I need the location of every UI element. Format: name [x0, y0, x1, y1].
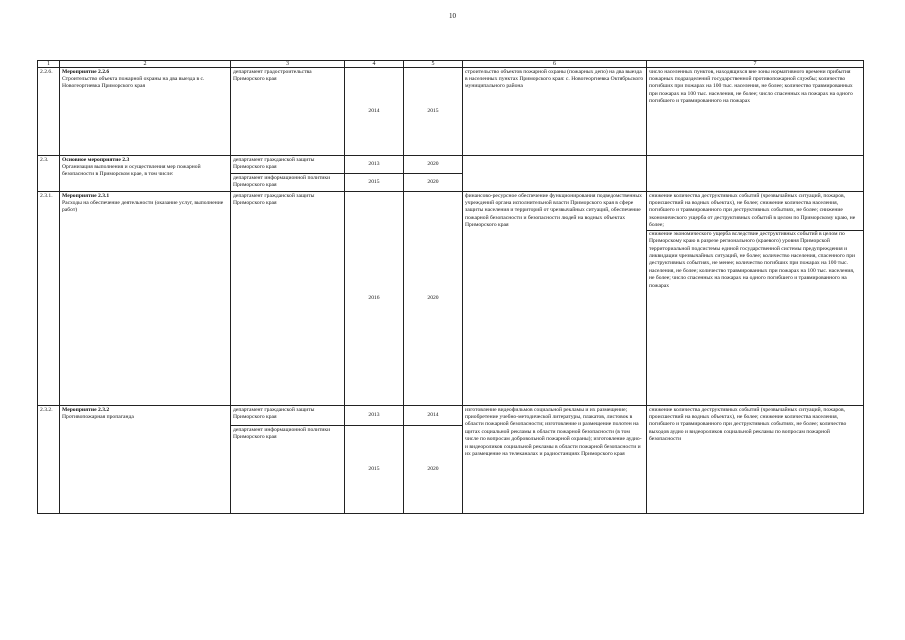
program-table — [37, 60, 864, 514]
col-header-3: 3 — [231, 61, 345, 68]
start-year: 2013 — [345, 406, 404, 426]
measure-title: Основное мероприятие 2.3 — [62, 156, 130, 163]
dept-cell: департамент информационной политики Приморского края — [231, 174, 345, 192]
row-number: 2.3.2. — [38, 406, 60, 514]
indicator-part-a: снижение количества деструктивных событий (чрезвычайных ситуаций, пожаров, происшествий на водных объектах), не более; снижение количества населения, погибшего и травмированного при деструктивных событиях, не более; снижение экономического ущерба от деструктивных событий в целом по Приморскому краю, не более; — [647, 193, 863, 231]
row-number: 2.3. — [38, 156, 60, 192]
measure-name: Расходы на обеспечение деятельности (оказание услуг, выполнение работ) — [62, 199, 224, 214]
header-row — [38, 61, 864, 68]
col-header-1: 1 — [38, 61, 60, 68]
row-number: 2.3.1. — [38, 192, 60, 406]
col-header-5: 5 — [404, 61, 463, 68]
indicator-cell — [647, 192, 864, 406]
measure-name: Строительство объекта пожарной охраны на два выезда в с. Новогеоргиевка Приморского края — [62, 75, 205, 90]
start-year: 2013 — [345, 156, 404, 174]
dept-cell: департамент гражданской защиты Приморского края — [231, 192, 345, 406]
indicator-cell — [647, 156, 864, 192]
end-year: 2020 — [404, 174, 463, 192]
measure-title: Мероприятие 2.3.1 — [62, 192, 110, 199]
measure-cell — [60, 156, 231, 192]
result-cell: строительство объектов пожарной охраны (пожарных депо) на два выезда в населенных пунктах Приморского края: с. Новогеоргиевка Октябрьского муниципального района — [463, 68, 647, 156]
measure-cell — [60, 68, 231, 156]
col-header-6: 6 — [463, 61, 647, 68]
end-year: 2014 — [404, 406, 463, 426]
measure-title: Мероприятие 2.2.6 — [62, 68, 110, 75]
start-year: 2015 — [345, 426, 404, 514]
dept-cell: департамент гражданской защиты Приморского края — [231, 156, 345, 174]
dept-cell: департамент градостроительства Приморского края — [231, 68, 345, 156]
end-year: 2020 — [404, 192, 463, 406]
table-row — [38, 406, 864, 426]
dept-cell: департамент гражданской защиты Приморского края — [231, 406, 345, 426]
dept-cell: департамент информационной политики Приморского края — [231, 426, 345, 514]
measure-name: Организация выполнения и осуществления мер пожарной безопасности в Приморском крае, в том числе: — [62, 163, 201, 178]
start-year: 2016 — [345, 192, 404, 406]
end-year: 2020 — [404, 156, 463, 174]
table-row — [38, 156, 864, 174]
end-year: 2020 — [404, 426, 463, 514]
result-cell — [463, 156, 647, 192]
indicator-cell: число населенных пунктов, находящихся вне зоны нормативного времени прибытия пожарных подразделений государственной противопожарной службы; количество погибших при пожарах на 100 тыс. населения, не более; количество травмированных при пожарах на 100 тыс. населения, не более; число спасенных на пожарах на одного погибшего и травмированного на пожарах — [647, 68, 864, 156]
result-cell: финансово-ресурсное обеспечение функционирования подведомственных учреждений органа исполнительной власти Приморского края в сфере защиты населения и территорий от чрезвычайных ситуаций, обеспечение пожарной безопасности и безопасности людей на водных объектах Приморского края — [463, 192, 647, 406]
table-row — [38, 68, 864, 156]
start-year: 2014 — [345, 68, 404, 156]
indicator-part-b: снижение экономического ущерба вследствие деструктивных событий в целом по Приморскому краю в разрезе регионального (краевого) уровня Приморской территориальной подсистемы единой государственной системы предупреждения и ликвидации чрезвычайных ситуаций, не более; количество населения, спасенного при деструктивных событиях, не менее; количество погибших при пожарах на 100 тыс. населения, не более; количество травмированных при пожарах на 100 тыс. населения, не более; число спасенных на пожарах на одного погибшего и травмированного на пожарах — [649, 230, 855, 289]
table-row — [38, 192, 864, 406]
measure-name: Противопожарная пропаганда — [62, 413, 134, 420]
row-number: 2.2.6. — [38, 68, 60, 156]
measure-cell — [60, 192, 231, 406]
page-number: 10 — [449, 12, 456, 20]
end-year: 2015 — [404, 68, 463, 156]
col-header-4: 4 — [345, 61, 404, 68]
measure-cell — [60, 406, 231, 514]
indicator-cell: снижение количества деструктивных событий (чрезвычайных ситуаций, пожаров, происшествий на водных объектах), не более; снижение количества населения, погибшего и травмированного при деструктивных событиях, не более; количество выходов аудио и видеороликов социальной рекламы по вопросам пожарной безопасности — [647, 406, 864, 514]
start-year: 2015 — [345, 174, 404, 192]
result-cell: изготовление видеофильмов социальной рекламы и их размещение; приобретение учебно-методической литературы, плакатов, листовок в области пожарной безопасности; изготовление и размещение полотен на щитах социальной рекламы в области пожарной безопасности (в том числе по вопросам добровольной пожарной охраны); изготовление аудио- и видеороликов социальной рекламы в области пожарной безопасности и их размещение на телеканалах и радиостанциях Приморского края — [463, 406, 647, 514]
measure-title: Мероприятие 2.3.2 — [62, 406, 110, 413]
col-header-2: 2 — [60, 61, 231, 68]
col-header-7: 7 — [647, 61, 864, 68]
